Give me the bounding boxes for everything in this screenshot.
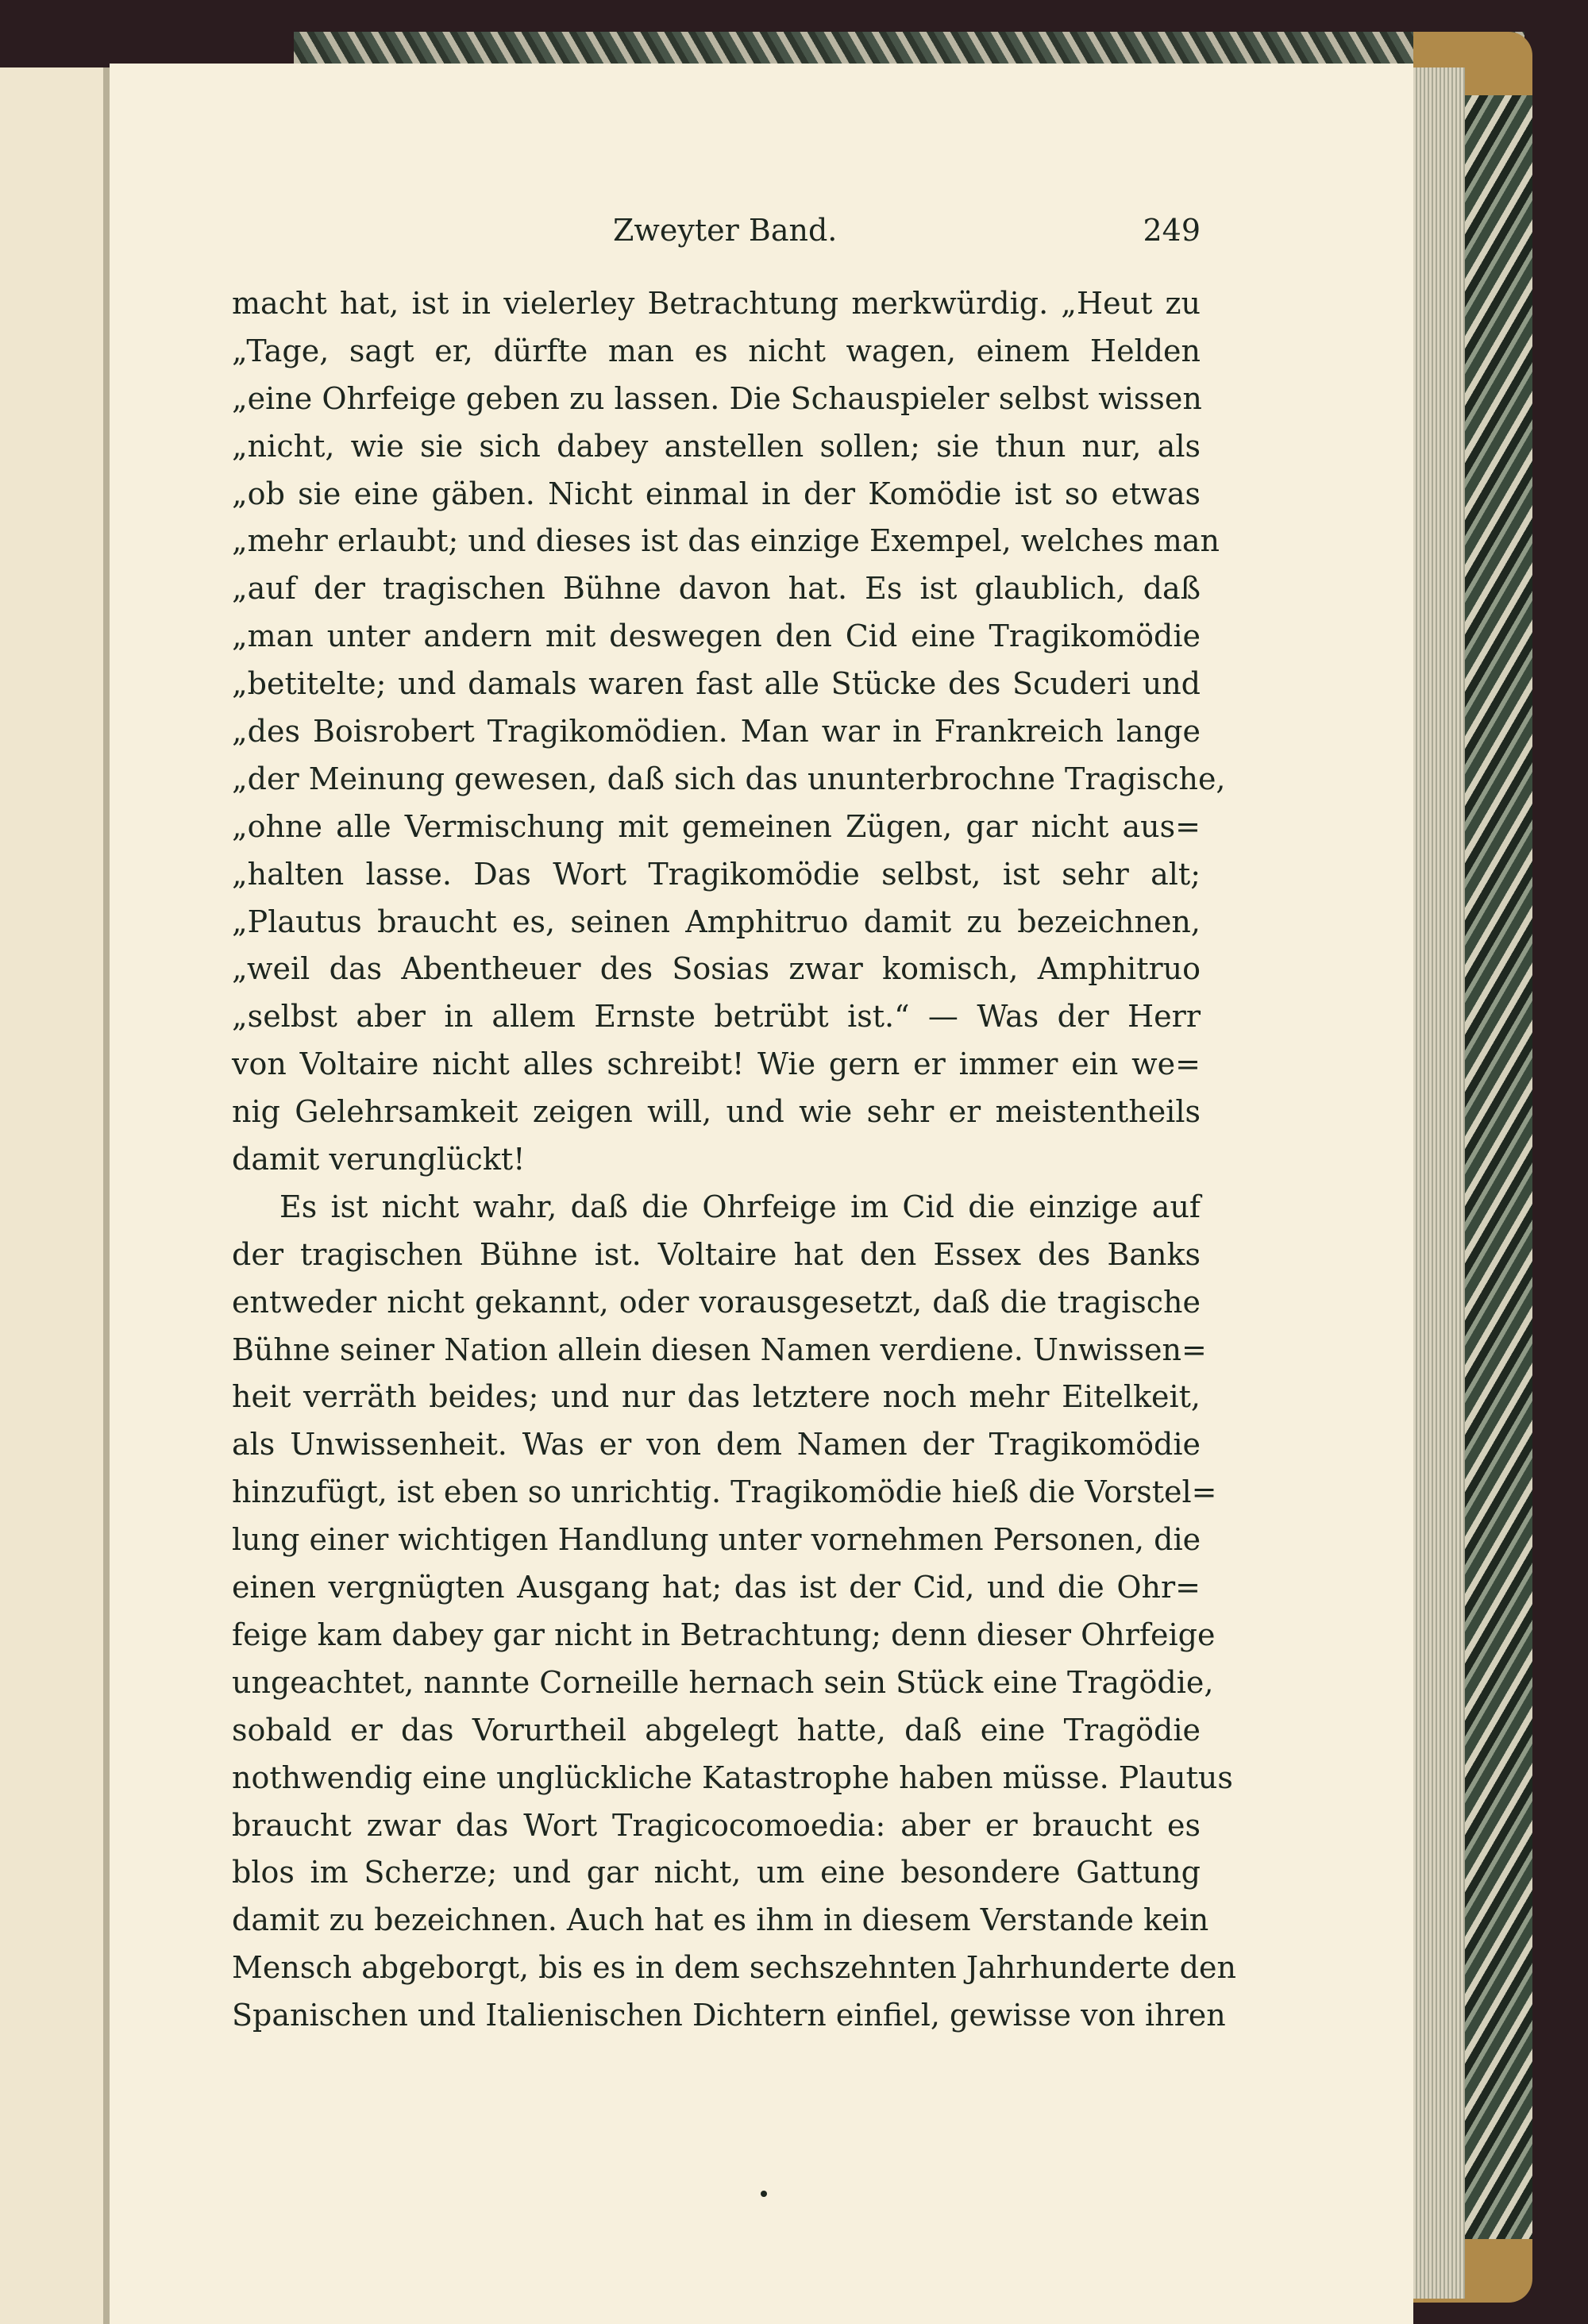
text-line: Es ist nicht wahr, daß die Ohrfeige im Cid die einzige auf — [279, 1189, 1201, 1224]
text-line: „halten lasse. Das Wort Tragikomödie selbst, ist sehr alt; — [232, 856, 1201, 892]
running-title: Zweyter Band. — [613, 213, 838, 248]
printer-mark — [761, 2191, 767, 2197]
text-line: nothwendig eine unglückliche Katastrophe haben müsse. Plautus — [232, 1759, 1233, 1795]
text-line: „auf der tragischen Bühne davon hat. Es ist glaublich, daß — [232, 571, 1201, 607]
text-line: entweder nicht gekannt, oder vorausgesetzt, daß die tragische — [232, 1284, 1201, 1320]
text-line: „betitelte; und damals waren fast alle Stücke des Scuderi und — [232, 666, 1201, 702]
text-line: blos im Scherze; und gar nicht, um eine besondere Gattung — [232, 1855, 1201, 1890]
text-line: „ob sie eine gäben. Nicht einmal in der Komödie ist so etwas — [232, 476, 1201, 511]
text-line: „Tage, sagt er, dürfte man es nicht wagen, einem Helden — [232, 333, 1201, 368]
text-line: einen vergnügten Ausgang hat; das ist der Cid, und die Ohr= — [232, 1570, 1201, 1605]
text-line: „der Meinung gewesen, daß sich das ununterbrochne Tragische, — [232, 761, 1226, 796]
body-text — [232, 280, 1236, 2040]
text-line: „man unter andern mit deswegen den Cid eine Tragikomödie — [232, 619, 1201, 654]
text-line: Bühne seiner Nation allein diesen Namen verdiene. Unwissen= — [232, 1332, 1207, 1367]
text-line: „weil das Abentheuer des Sosias zwar komisch, Amphitruo — [232, 951, 1201, 987]
text-line: ungeachtet, nannte Corneille hernach sein Stück eine Tragödie, — [232, 1664, 1214, 1700]
text-line: braucht zwar das Wort Tragicocomoedia: aber er braucht es — [232, 1807, 1201, 1843]
text-line: „nicht, wie sie sich dabey anstellen sollen; sie thun nur, als — [232, 428, 1201, 464]
text-line: Spanischen und Italienischen Dichtern einfiel, gewisse von ihren — [232, 1998, 1226, 2033]
text-line: damit zu bezeichnen. Auch hat es ihm in diesem Verstande kein — [232, 1902, 1209, 1938]
page-number: 249 — [1143, 213, 1201, 248]
facing-page — [0, 67, 110, 2324]
text-line: hinzufügt, ist eben so unrichtig. Tragikomödie hieß die Vorstel= — [232, 1474, 1217, 1510]
marbled-cover-edge — [1461, 95, 1532, 2239]
text-line: „eine Ohrfeige geben zu lassen. Die Schauspieler selbst wissen — [232, 380, 1202, 416]
text-line: von Voltaire nicht alles schreibt! Wie gern er immer ein we= — [232, 1046, 1201, 1082]
text-line: lung einer wichtigen Handlung unter vornehmen Personen, die — [232, 1522, 1201, 1558]
text-line: als Unwissenheit. Was er von dem Namen der Tragikomödie — [232, 1427, 1201, 1463]
text-line: macht hat, ist in vielerley Betrachtung merkwürdig. „Heut zu — [232, 286, 1201, 321]
text-line: feige kam dabey gar nicht in Betrachtung; denn dieser Ohrfeige — [232, 1617, 1216, 1652]
text-line: damit verunglückt! — [232, 1142, 526, 1177]
text-line: „selbst aber in allem Ernste betrübt ist.“ — Was der Herr — [232, 999, 1201, 1035]
text-line: „ohne alle Vermischung mit gemeinen Zügen, gar nicht aus= — [232, 808, 1201, 844]
page-edges — [1409, 67, 1465, 2299]
text-line: nig Gelehrsamkeit zeigen will, und wie sehr er meistentheils — [232, 1094, 1201, 1130]
text-line: Mensch abgeborgt, bis es in dem sechszehnten Jahrhunderte den — [232, 1950, 1236, 1986]
text-line: „des Boisrobert Tragikomödien. Man war in Frankreich lange — [232, 714, 1201, 750]
text-line: sobald er das Vorurtheil abgelegt hatte, daß eine Tragödie — [232, 1712, 1201, 1748]
text-line: heit verräth beides; und nur das letztere noch mehr Eitelkeit, — [232, 1379, 1201, 1415]
text-line: „mehr erlaubt; und dieses ist das einzige Exempel, welches man — [232, 523, 1220, 559]
page-header — [232, 208, 1201, 252]
text-line: „Plautus braucht es, seinen Amphitruo damit zu bezeichnen, — [232, 904, 1201, 939]
text-line: der tragischen Bühne ist. Voltaire hat den Essex des Banks — [232, 1236, 1201, 1272]
